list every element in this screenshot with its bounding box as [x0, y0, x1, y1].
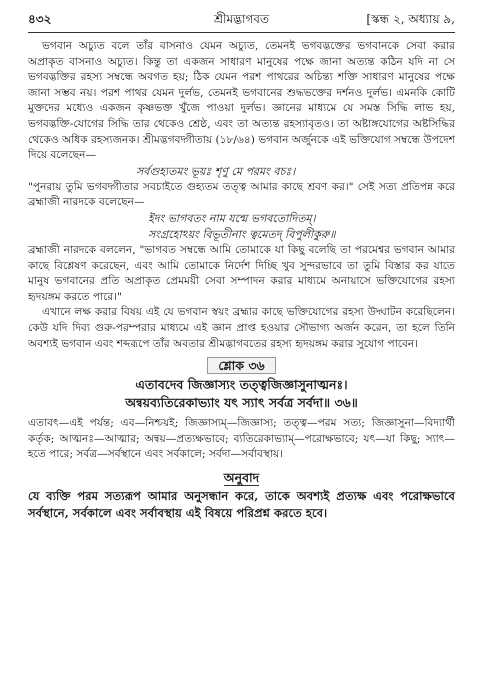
purport-paragraph-3: ব্রহ্মাজী নারদকে বললেন, "ভাগবত সম্বন্ধে আমি তোমাকে যা কিছু বলেছি তা পরমেশ্বর ভগবান আমার কাছে বিশ্লেষণ করেছেন, এবং আমি তোমাকে নির্দেশ দিচ্ছি খুব সুন্দরভাবে তা তুমি বিস্তার কর যাতে মানুষ ভগবানের প্রতি অপ্রাকৃত প্রেমময়ী সেবা সম্পাদন করার মাধ্যমে অনায়াসে ভক্তিযোগের রহস্য হৃদয়ঙ্গম করতে পারে।" — [28, 243, 455, 303]
quoted-verse — [28, 211, 455, 243]
sloka-heading-label: শ্লোক ৩৬ — [207, 357, 275, 374]
purport-paragraph-4: এখানে লক্ষ করার বিষয় এই যে ভগবান স্বয়ং ব্রহ্মার কাছে ভক্তিযোগের রহস্য উদ্ঘাটন করেছিলেন। কেউ যদি দিব্য গুরু-পরম্পরার মাধ্যমে এই জ্ঞান প্রাপ্ত হওয়ার সৌভাগ্য অর্জন করেন, তা হলে তিনি অবশ্যই ভগবান এবং শব্দরূপে তাঁর অবতার শ্রীমদ্ভাগবতের রহস্য হৃদয়ঙ্গম করার সুযোগ পাবেন। — [28, 306, 455, 350]
translation-heading — [28, 469, 455, 487]
sloka-heading — [28, 356, 455, 376]
purport-paragraph-2: "পুনরায় তুমি ভগবদ্গীতার সবচাইতে গুহ্যতম তত্ত্ব আমার কাছে শ্রবণ কর।" সেই সত্য প্রতিপন্ন করে ব্রহ্মাজী নারদকে বলেছেন— — [28, 180, 455, 209]
purport-paragraph-1: ভগবান অচ্যুত বলে তাঁর বাসনাও যেমন অচ্যুত, তেমনই ভগবদ্ভক্তের ভগবানকে সেবা করার অপ্রাকৃত বাসনাও অচ্যুত। কিন্তু তা একজন সাধারণ মানুষের পক্ষে জানা অত্যন্ত কঠিন যদি না সে ভগবদ্ভক্তির রহস্য সম্বন্ধে অবগত হয়; ঠিক যেমন পরশ পাথরের অচিন্ত্য শক্তি সাধারণ মানুষের পক্ষে জানা সম্ভব নয়। পরশ পাথর যেমন দুর্লভ, তেমনই ভগবানের শুদ্ধভক্তের দর্শনও দুর্লভ। এমনকি কোটি মুক্তদের মধ্যেও একজন কৃষ্ণভক্ত খুঁজে পাওয়া দুর্লভ। জ্ঞানের মাধ্যমে যে সমস্ত সিদ্ধি লাভ হয়, ভগবদ্ভক্তি-যোগের সিদ্ধি তার থেকেও শ্রেষ্ঠ, এবং তা অত্যন্ত রহস্যাবৃতও। তা অষ্টাঙ্গযোগের অষ্টসিদ্ধির থেকেও অধিক রহস্যজনক। শ্রীমদ্ভগবদ্গীতায় (১৮/৬৪) ভগবান অর্জুনকে এই ভক্তিযোগ সম্বন্ধে উপদেশ দিয়ে বলেছেন— — [28, 40, 455, 162]
page-number: ৪৩২ — [28, 12, 52, 26]
quoted-verse-line-2: সংগ্রহোঽয়ং বিভূতীনাং ত্বমেতদ্ বিপুলীকুরু॥ — [148, 227, 336, 241]
sloka-line-1: এতাবদেব জিজ্ঞাস্যং তত্ত্বজিজ্ঞাসুনাত্মনঃ। — [135, 377, 348, 393]
translation-text: যে ব্যক্তি পরম সত্যরূপ আমার অনুসন্ধান করে, তাকে অবশ্যই প্রত্যক্ষ এবং পরোক্ষভাবে সর্বস্থানে, সর্বকালে এবং সর্বাবস্থায় এই বিষয়ে পরিপ্রশ্ন করতে হবে। — [28, 488, 455, 520]
translation-heading-label: অনুবাদ — [223, 469, 260, 485]
canto-chapter: [স্কন্ধ ২, অধ্যায় ৯, — [366, 12, 455, 26]
header-rule — [28, 32, 455, 33]
sloka-line-2: অন্বয়ব্যতিরেকাভ্যাং যৎ স্যাৎ সর্বত্র সর্বদা॥ ৩৬॥ — [125, 395, 358, 411]
quoted-verse-line-1: ইদং ভাগবতং নাম যন্মে ভগবতোদিতম্। — [148, 211, 316, 225]
page-header — [28, 8, 455, 30]
word-meanings: এতাবৎ—এই পর্যন্ত; এব—নিশ্চয়ই; জিজ্ঞাস্যম্—জিজ্ঞাস্য; তত্ত্ব—পরম সত্য; জিজ্ঞাসুনা—বিদ্যার্থী কর্তৃক; আত্মনঃ—আত্মার; অন্বয়—প্রত্যক্ষভাবে; ব্যতিরেকাভ্যাম্—পরোক্ষভাবে; যৎ—যা কিছু; স্যাৎ—হতে পারে; সর্বত্র—সর্বস্থানে এবং সর্বকালে; সর্বদা—সর্বাবস্থায়। — [28, 417, 455, 461]
gita-quote: সর্বগুহ্যতমং ভূয়ঃ শৃণু মে পরমং বচঃ। — [136, 164, 296, 178]
book-title: শ্রীমদ্ভাগবত — [213, 12, 269, 26]
